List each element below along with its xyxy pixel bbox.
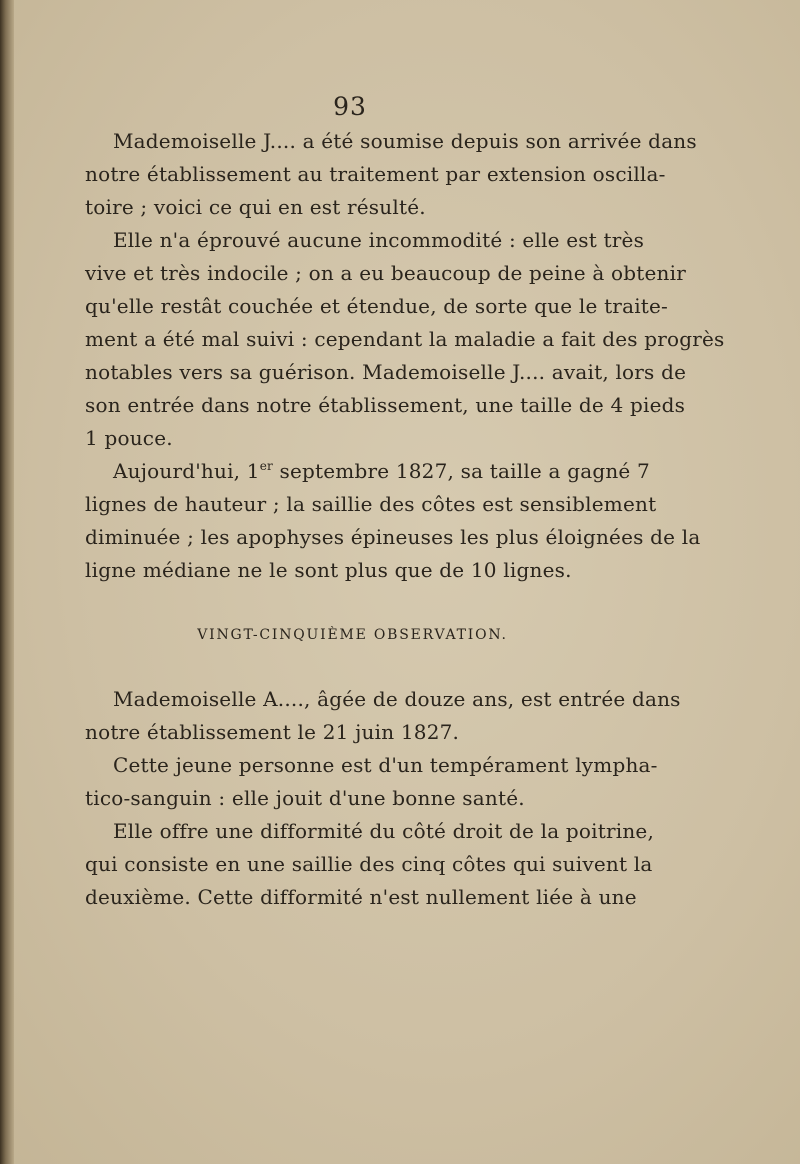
text-fragment: septembre 1827, sa taille a gagné 7: [272, 459, 650, 483]
text-line: lignes de hauteur ; la saillie des côtes est sensiblement: [85, 492, 657, 516]
text-line: 1 pouce.: [85, 426, 173, 450]
text-line: diminuée ; les apophyses épineuses les plus éloignées de la: [85, 525, 701, 549]
text-line: tico-sanguin : elle jouit d'une bonne santé.: [85, 786, 525, 810]
text-fragment: Aujourd'hui, 1: [113, 459, 260, 483]
text-line: Mademoiselle J.... a été soumise depuis son arrivée dans: [113, 129, 697, 153]
text-line: son entrée dans notre établissement, une taille de 4 pieds: [85, 393, 686, 417]
paragraph-6: [85, 815, 655, 914]
page-number: 93: [333, 92, 367, 121]
paragraph-5: [85, 749, 658, 815]
text-line: Elle offre une difformité du côté droit de la poitrine,: [113, 819, 655, 843]
text-line: ment a été mal suivi : cependant la maladie a fait des progrès: [85, 327, 725, 351]
text-line: ligne médiane ne le sont plus que de 10 lignes.: [85, 558, 572, 582]
main-text-continued: [85, 683, 681, 914]
paragraph-4: [85, 683, 681, 749]
text-line: vive et très indocile ; on a eu beaucoup de peine à obtenir: [85, 261, 686, 285]
text-line: qui consiste en une saillie des cinq côtes qui suivent la: [85, 852, 653, 876]
book-spine-shadow: [0, 0, 14, 1164]
text-line: Mademoiselle A...., âgée de douze ans, est entrée dans: [113, 687, 681, 711]
text-line: notables vers sa guérison. Mademoiselle J.... avait, lors de: [85, 360, 687, 384]
text-line: notre établissement le 21 juin 1827.: [85, 720, 460, 744]
text-line: toire ; voici ce qui en est résulté.: [85, 195, 426, 219]
section-heading: VINGT-CINQUIÈME OBSERVATION.: [197, 627, 508, 643]
text-line: Cette jeune personne est d'un tempérament lympha-: [113, 753, 658, 777]
superscript: er: [259, 459, 273, 473]
text-line: deuxième. Cette difformité n'est nullement liée à une: [85, 885, 637, 909]
main-text: [85, 125, 725, 587]
text-line: notre établissement au traitement par extension oscilla-: [85, 162, 666, 186]
text-line: qu'elle restât couchée et étendue, de sorte que le traite-: [85, 294, 669, 318]
text-line: Elle n'a éprouvé aucune incommodité : elle est très: [113, 228, 645, 252]
paragraph-1: [85, 125, 697, 224]
paragraph-3: [85, 455, 701, 587]
text-line: [85, 455, 650, 488]
paragraph-2: [85, 224, 725, 455]
